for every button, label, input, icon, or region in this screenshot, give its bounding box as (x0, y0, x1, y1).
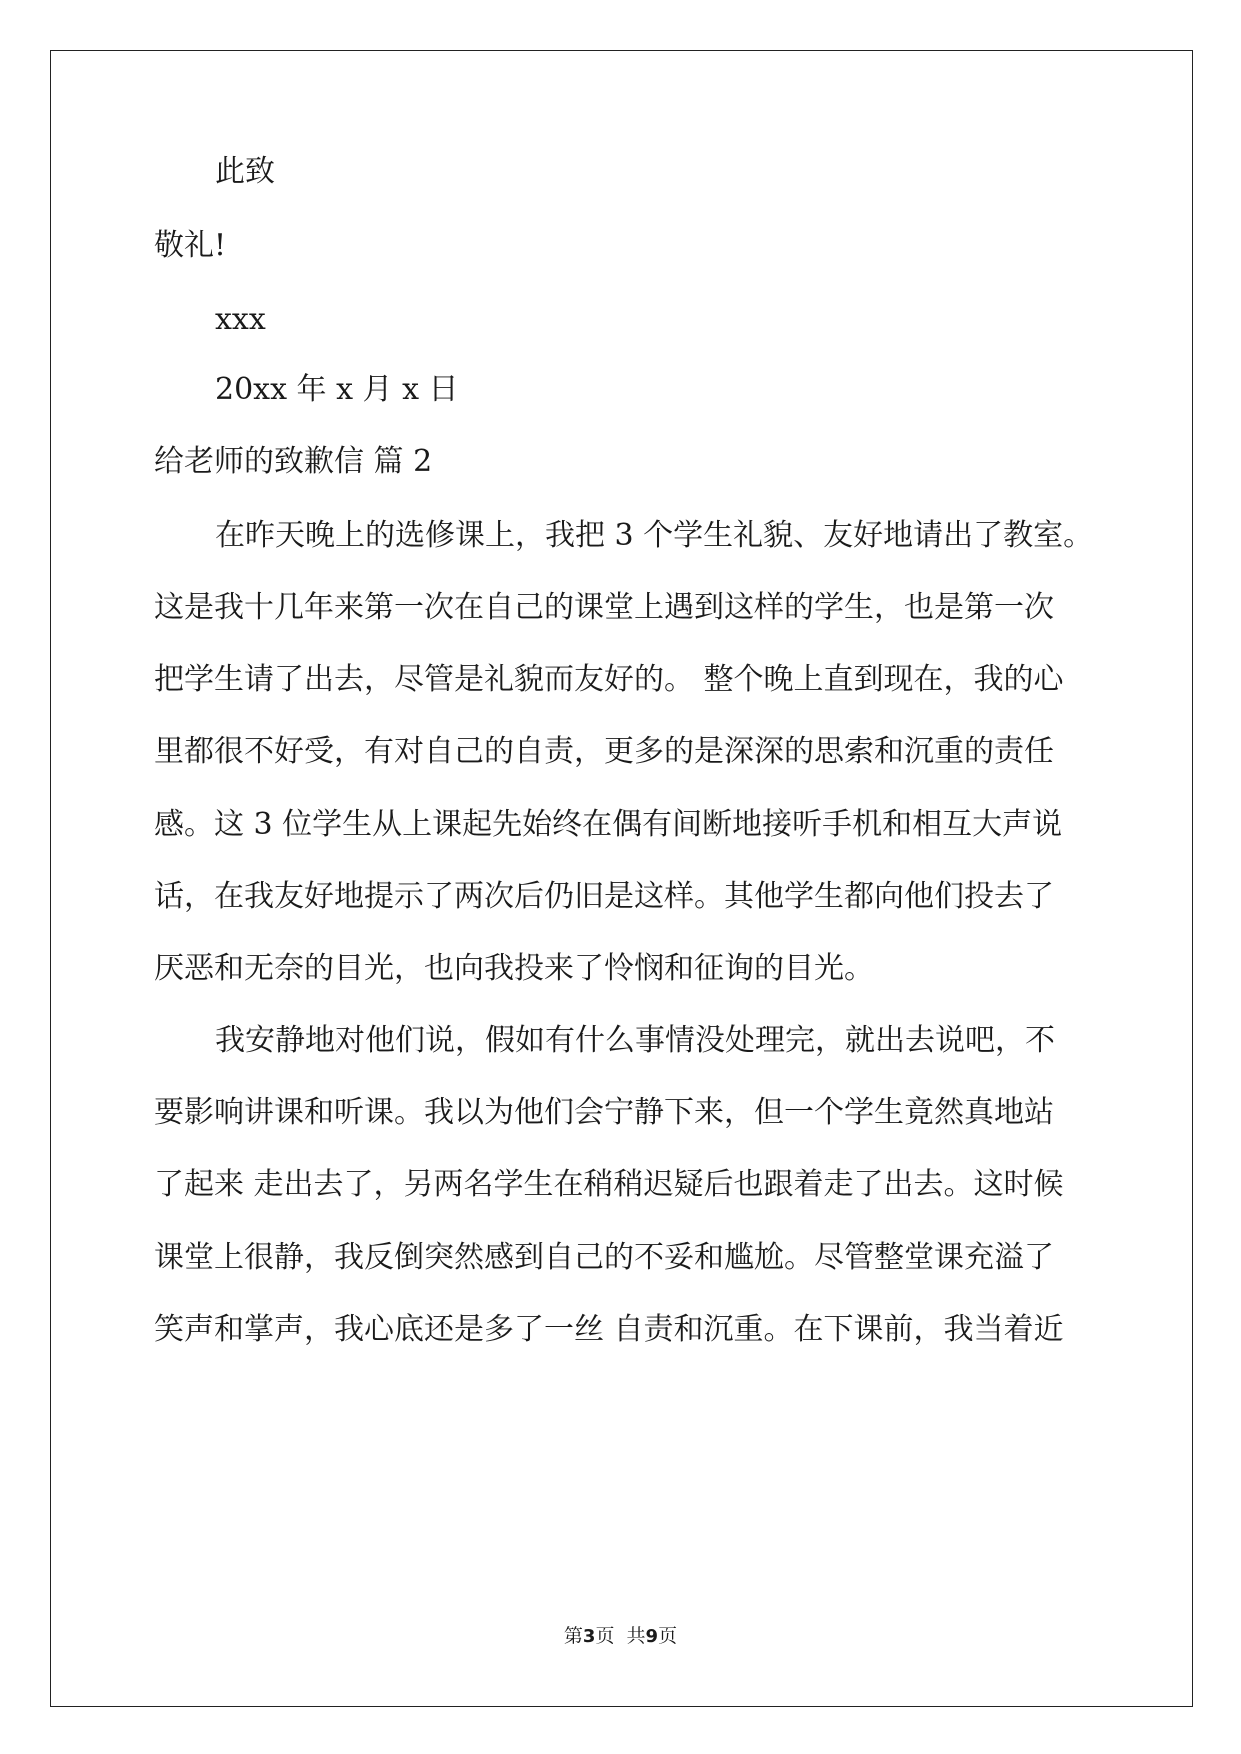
body-line: 里都很不好受，有对自己的自责，更多的是深深的思索和沉重的责任 (154, 734, 1054, 769)
body-line: 厌恶和无奈的目光，也向我投来了怜悯和征询的目光。 (154, 951, 874, 986)
body-line: 笑声和掌声，我心底还是多了一丝 自责和沉重。在下课前，我当着近 (154, 1312, 1064, 1347)
body-line: 我安静地对他们说，假如有什么事情没处理完，就出去说吧，不 (215, 1023, 1055, 1058)
body-line: 课堂上很静，我反倒突然感到自己的不妥和尴尬。尽管整堂课充溢了 (154, 1240, 1054, 1275)
current-page-number: 3 (582, 1626, 596, 1647)
body-line: 了起来 走出去了，另两名学生在稍稍迟疑后也跟着走了出去。这时候 (154, 1167, 1064, 1202)
body-line: 要影响讲课和听课。我以为他们会宁静下来，但一个学生竟然真地站 (154, 1095, 1054, 1130)
total-pages-number: 9 (645, 1626, 659, 1647)
body-line: 话，在我友好地提示了两次后仍旧是这样。其他学生都向他们投去了 (154, 879, 1054, 914)
body-line: 在昨天晚上的选修课上，我把 3 个学生礼貌、友好地请出了教室。 (215, 518, 1094, 553)
body-line: 把学生请了出去，尽管是礼貌而友好的。 整个晚上直到现在，我的心 (154, 662, 1064, 697)
footer-mid: 页 共 (595, 1625, 646, 1647)
letter-salutation: 敬礼! (154, 228, 227, 263)
body-line: 感。这 3 位学生从上课起先始终在偶有间断地接听手机和相互大声说 (154, 807, 1063, 842)
letter-date: 20xx 年 x 月 x 日 (215, 372, 459, 407)
letter-signature: xxx (215, 302, 266, 337)
page-number-footer (0, 1624, 1241, 1649)
body-line: 这是我十几年来第一次在自己的课堂上遇到这样的学生，也是第一次 (154, 590, 1054, 625)
footer-prefix: 第 (563, 1625, 583, 1647)
letter-closing: 此致 (215, 154, 275, 189)
section-title: 给老师的致歉信 篇 2 (154, 444, 433, 479)
footer-suffix: 页 (658, 1625, 678, 1647)
